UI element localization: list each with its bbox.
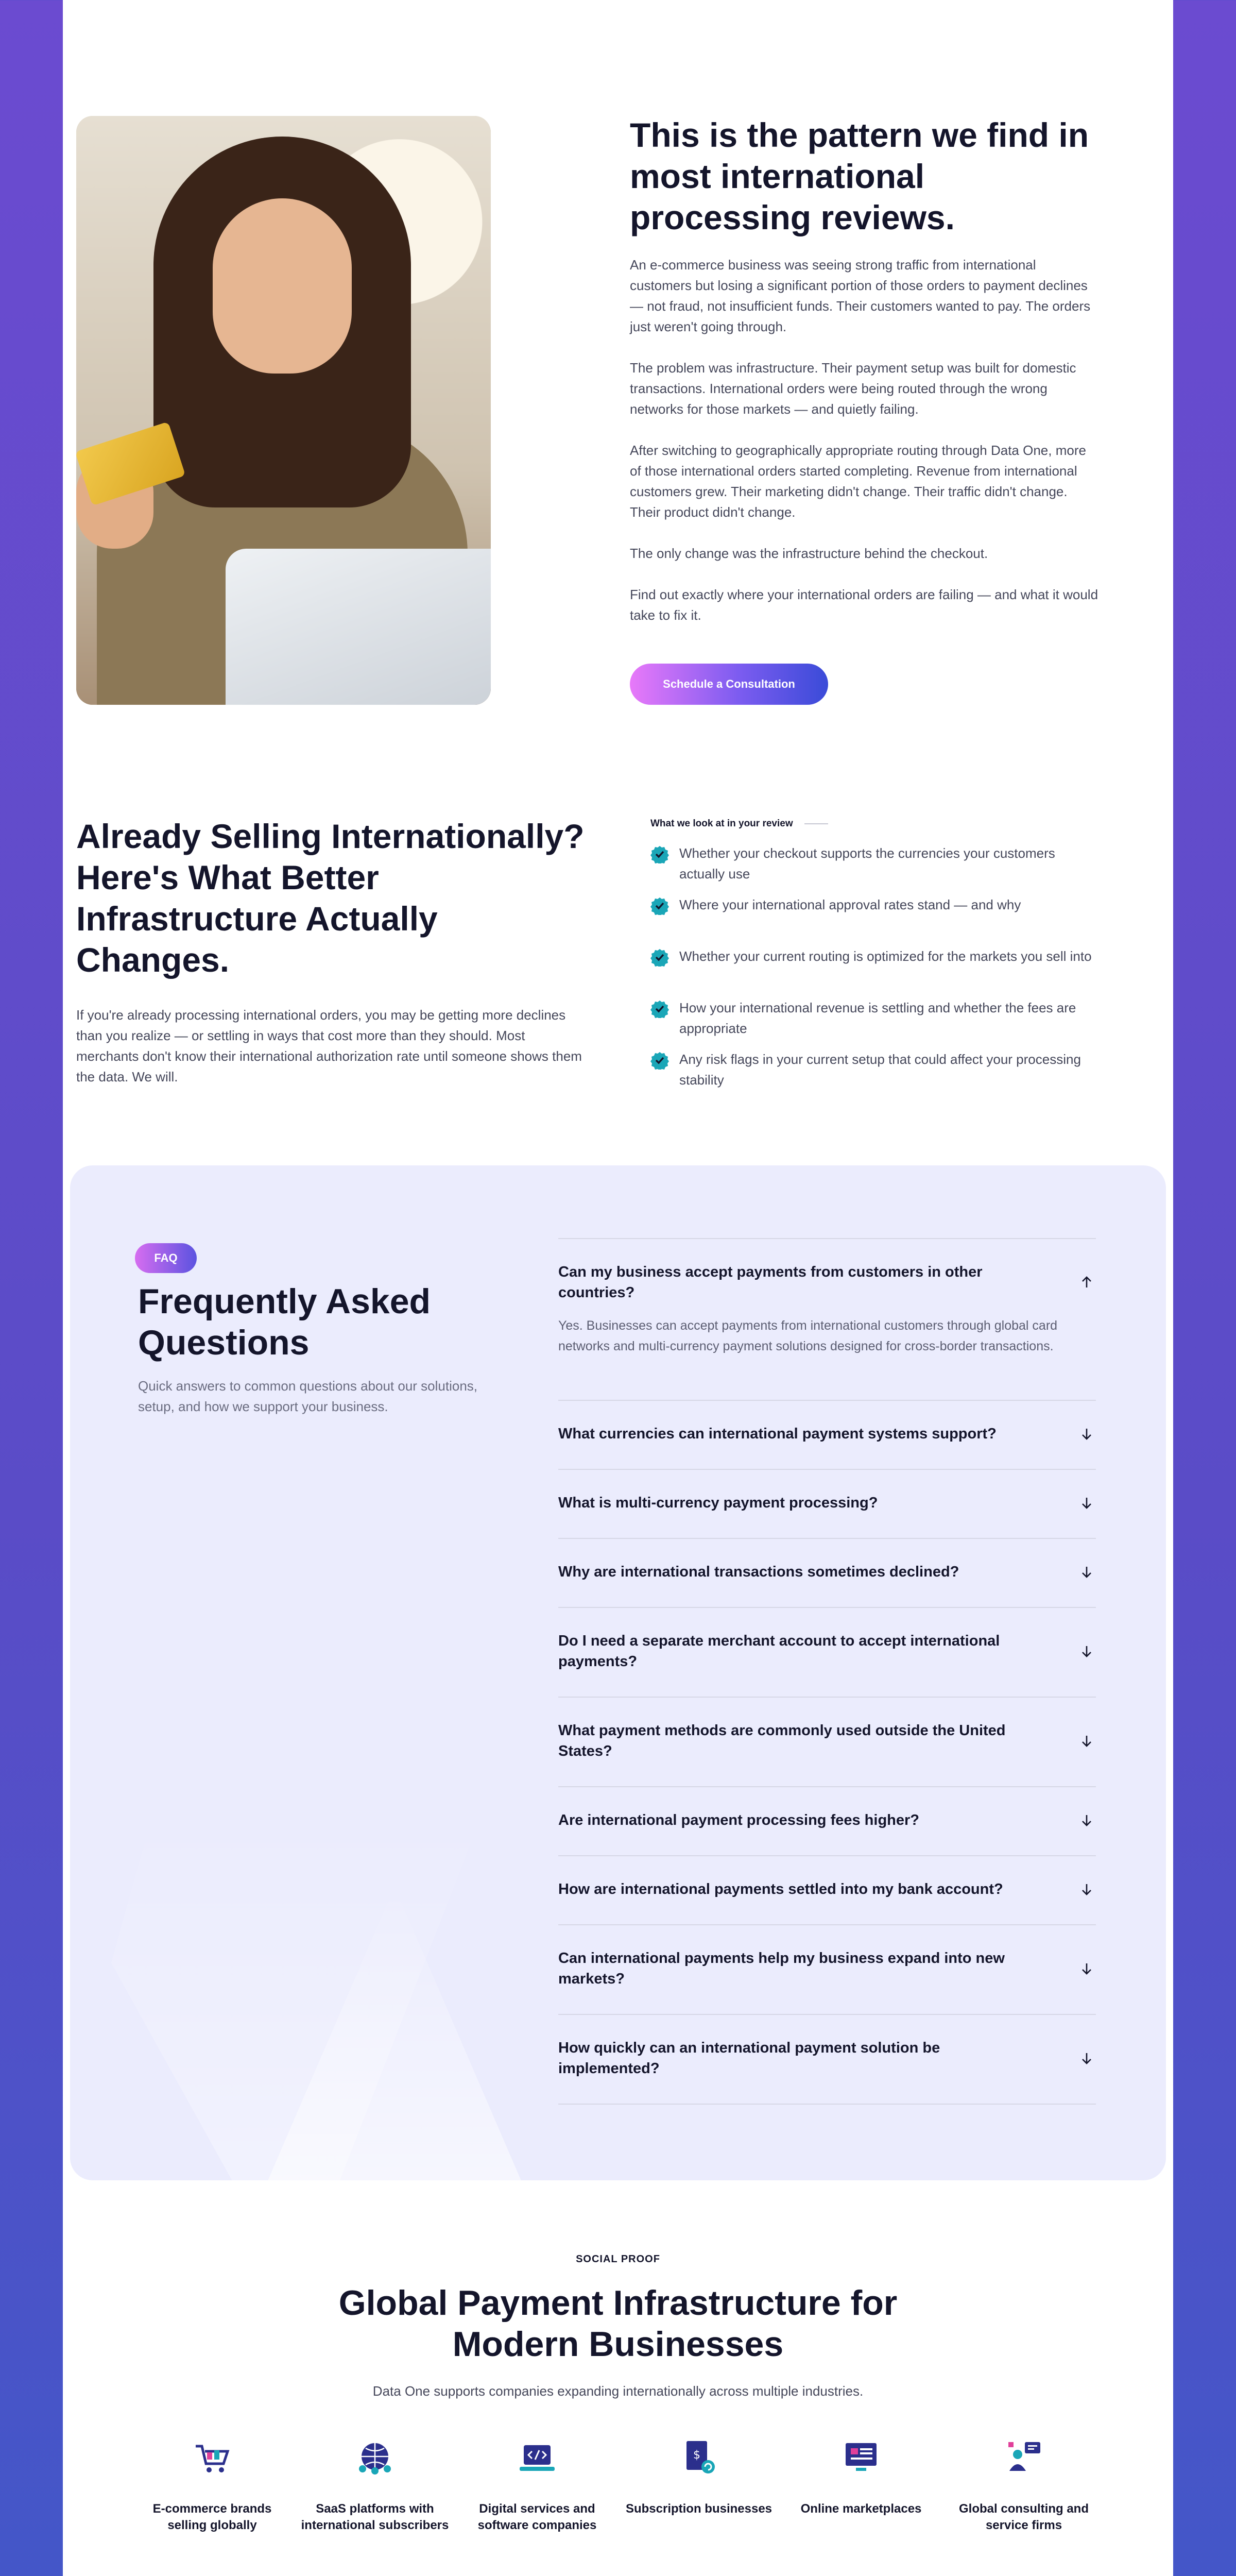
arrow-up-icon[interactable]	[1079, 1275, 1094, 1290]
review-check-item	[650, 843, 1093, 884]
review-check-text: Whether your checkout supports the currencies your customers actually use	[679, 845, 1055, 882]
check-badge-icon	[650, 1051, 669, 1070]
pattern-paragraph: The problem was infrastructure. Their payment setup was built for domestic transactions. International orders were being routed through the wrong networks for those markets — and quietly failing.	[630, 360, 1076, 417]
review-check-item	[650, 894, 1093, 915]
industry-ecommerce	[135, 2437, 289, 2534]
selling-body: If you're already processing international orders, you may be getting more declines than you realize — or settling in ways that cost more than they should. Most merchants don't know their international authorization rate until someone shows them the data. We will.	[76, 1007, 582, 1084]
pattern-paragraph: An e-commerce business was seeing strong traffic from international customers but losing a significant portion of those orders to payment declines — not fraud, not insufficient funds. Their customers wanted to pay. The orders just weren't going through.	[630, 257, 1091, 334]
industry-consulting	[947, 2437, 1101, 2534]
review-check-item	[650, 997, 1093, 1039]
faq-question[interactable]: Are international payment processing fees higher?	[558, 1812, 919, 1828]
faq-question[interactable]: What is multi-currency payment processing?	[558, 1495, 878, 1511]
industry-label: E-commerce brands selling globally	[152, 2502, 272, 2532]
faq-question[interactable]: What payment methods are commonly used outside the United States?	[558, 1722, 1006, 1759]
review-check-text: Where your international approval rates stand — and why	[679, 897, 1021, 912]
pattern-paragraph: After switching to geographically appropriate routing through Data One, more of those international orders started completing. Revenue from international customers grew. Their marketing didn't change. Their traffic didn't change. Their product didn't change.	[630, 443, 1086, 520]
faq-badge: FAQ	[135, 1243, 197, 1273]
subscription-invoice-icon	[678, 2437, 719, 2478]
review-label	[650, 818, 828, 829]
faq-item[interactable]	[558, 1855, 1096, 1924]
consultant-icon	[1003, 2437, 1044, 2478]
faq-question[interactable]: How are international payments settled into my bank account?	[558, 1881, 1003, 1897]
schedule-consultation-button[interactable]: Schedule a Consultation	[630, 664, 828, 705]
faq-item[interactable]	[558, 2014, 1096, 2104]
review-label-divider	[804, 823, 828, 824]
arrow-down-icon[interactable]	[1079, 1427, 1094, 1441]
arrow-down-icon[interactable]	[1079, 1644, 1094, 1658]
svg-text:$: $	[693, 2449, 700, 2462]
arrow-down-icon[interactable]	[1079, 1565, 1094, 1579]
industry-label: Subscription businesses	[625, 2502, 772, 2516]
check-badge-icon	[650, 948, 669, 967]
woman-with-card-photo	[76, 116, 491, 705]
industry-subscription	[622, 2437, 776, 2517]
faq-item[interactable]	[558, 1786, 1096, 1855]
faq-item[interactable]	[558, 1697, 1096, 1786]
social-proof-eyebrow: SOCIAL PROOF	[576, 2253, 660, 2265]
review-check-item	[650, 946, 1093, 967]
industry-label: SaaS platforms with international subscribers	[301, 2502, 449, 2532]
faq-subtitle: Quick answers to common questions about our solutions, setup, and how we support your business.	[138, 1378, 478, 1414]
marketplace-monitor-icon	[840, 2437, 882, 2478]
check-badge-icon	[650, 999, 669, 1018]
shopping-cart-icon	[192, 2437, 233, 2478]
faq-item-open[interactable]	[558, 1238, 1096, 1400]
selling-heading: Already Selling Internationally? Here's What Better Infrastructure Actually Changes.	[76, 817, 585, 979]
industry-label: Global consulting and service firms	[959, 2502, 1089, 2532]
review-check-text: Whether your current routing is optimized for the markets you sell into	[679, 948, 1092, 964]
arrow-down-icon[interactable]	[1079, 1734, 1094, 1748]
globe-users-icon	[354, 2437, 396, 2478]
social-proof-subtitle: Data One supports companies expanding internationally across multiple industries.	[372, 2383, 864, 2399]
arrow-down-icon[interactable]	[1079, 2051, 1094, 2065]
code-laptop-icon	[517, 2437, 558, 2478]
industry-digital	[460, 2437, 614, 2534]
social-proof-heading-text: Global Payment Infrastructure for Modern Businesses	[338, 2283, 898, 2364]
review-label-text: What we look at in your review	[650, 818, 793, 829]
faq-question[interactable]: What currencies can international payment systems support?	[558, 1426, 997, 1442]
check-badge-icon	[650, 896, 669, 915]
review-check-item	[650, 1049, 1093, 1090]
arrow-down-icon[interactable]	[1079, 1882, 1094, 1896]
social-proof-heading	[0, 2282, 1236, 2365]
faq-question[interactable]: Do I need a separate merchant account to accept international payments?	[558, 1633, 1000, 1670]
industry-label: Online marketplaces	[800, 2502, 922, 2516]
arrow-down-icon[interactable]	[1079, 1813, 1094, 1827]
industry-label: Digital services and software companies	[477, 2502, 597, 2532]
faq-item[interactable]	[558, 1924, 1096, 2014]
faq-divider	[558, 2104, 1096, 2105]
faq-question[interactable]: How quickly can an international payment solution be implemented?	[558, 2040, 940, 2077]
arrow-down-icon[interactable]	[1079, 1496, 1094, 1510]
faq-question[interactable]: Why are international transactions sometimes declined?	[558, 1564, 959, 1580]
pattern-heading: This is the pattern we find in most international processing reviews.	[630, 116, 1089, 236]
review-check-text: Any risk flags in your current setup that could affect your processing stability	[679, 1052, 1081, 1088]
review-check-text: How your international revenue is settling and whether the fees are appropriate	[679, 1000, 1076, 1036]
faq-heading: Frequently Asked Questions	[138, 1282, 431, 1362]
industry-saas	[298, 2437, 452, 2534]
industry-marketplaces	[784, 2437, 938, 2517]
faq-item[interactable]	[558, 1400, 1096, 1469]
pattern-paragraph: Find out exactly where your international orders are failing — and what it would take to fix it.	[630, 587, 1098, 623]
faq-item[interactable]	[558, 1538, 1096, 1607]
faq-item[interactable]	[558, 1607, 1096, 1697]
faq-question[interactable]: Can international payments help my business expand into new markets?	[558, 1950, 1005, 1987]
faq-item[interactable]	[558, 1469, 1096, 1538]
check-badge-icon	[650, 845, 669, 863]
faq-question[interactable]: Can my business accept payments from customers in other countries?	[558, 1264, 983, 1301]
arrow-down-icon[interactable]	[1079, 1961, 1094, 1976]
pattern-paragraph: The only change was the infrastructure behind the checkout.	[630, 546, 988, 561]
faq-answer: Yes. Businesses can accept payments from international customers through global card networks and multi-currency payment solutions designed for cross-border transactions.	[558, 1318, 1058, 1353]
